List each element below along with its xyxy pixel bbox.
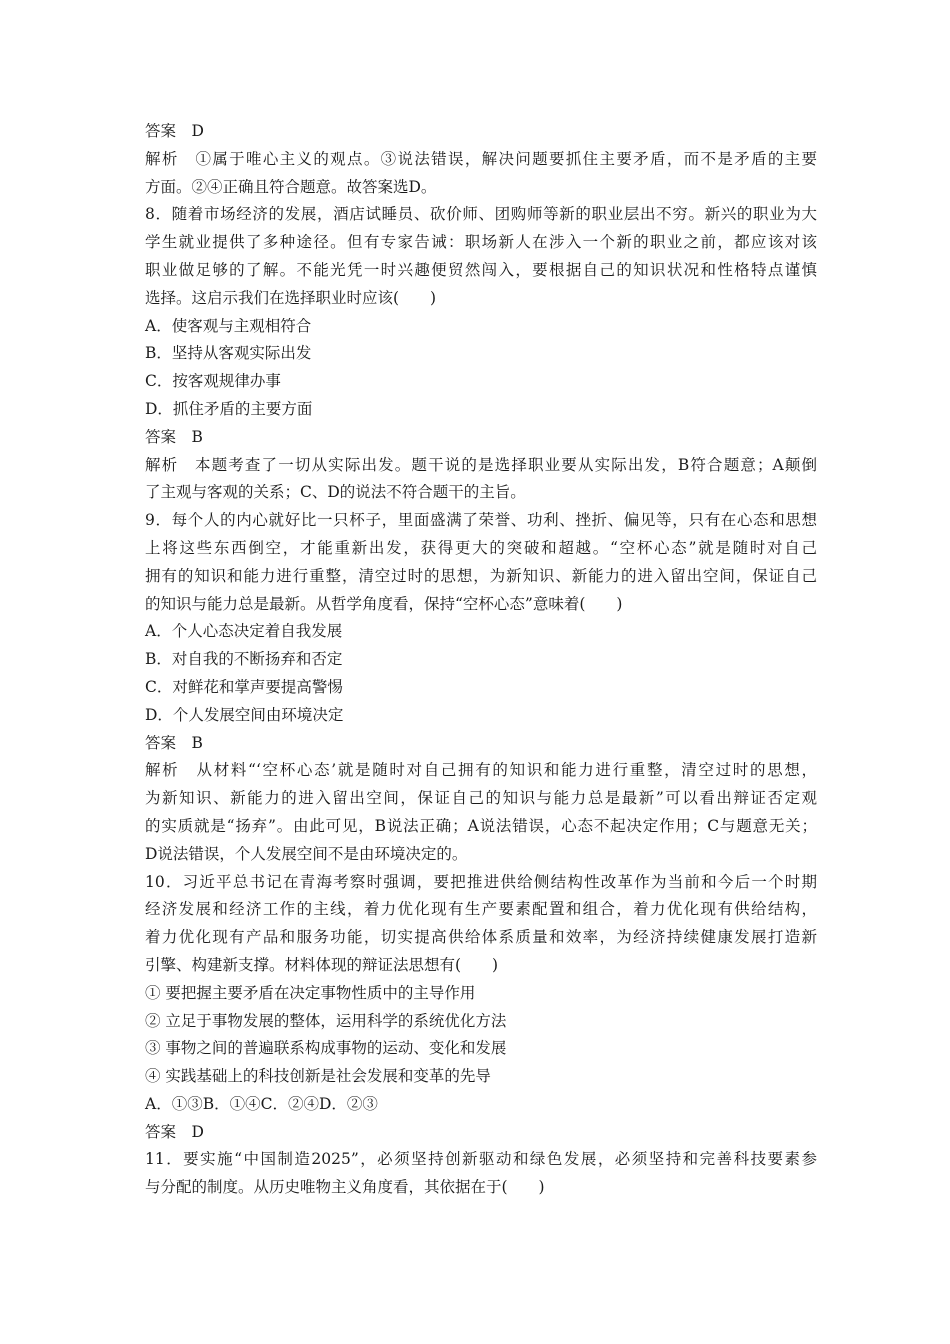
option-line: B．对自我的不断扬弃和否定 [145, 650, 343, 669]
statement-line: ② 立足于事物发展的整体，运用科学的系统优化方法 [145, 1011, 507, 1030]
question-10-line: 经济发展和经济工作的主线，着力优化现有生产要素配置和组合，着力优化现有供给结构， [145, 900, 817, 919]
analysis-line: 解析 从材料“‘空杯心态’就是随时对自己拥有的知识和能力进行重整，清空过时的思想， [145, 761, 817, 780]
question-11-line: 与分配的制度。从历史唯物主义角度看，其依据在于( ) [145, 1178, 545, 1197]
analysis-line: 的实质就是“扬弃”。由此可见，B说法正确；A说法错误，心态不起决定作用；C与题意无关； [145, 816, 817, 835]
statement-line: ① 要把握主要矛盾在决定事物性质中的主导作用 [145, 983, 476, 1002]
option-line: C．按客观规律办事 [145, 372, 281, 391]
question-10-line: 引擎、构建新支撑。材料体现的辩证法思想有( ) [145, 955, 499, 974]
analysis-line: 解析 本题考查了一切从实际出发。题干说的是选择职业要从实际出发，B符合题意；A颠倒 [145, 455, 817, 474]
answer-line: 答案 D [145, 122, 204, 140]
answer-line: 答案 D [145, 1122, 204, 1141]
analysis-line: 解析 ①属于唯心主义的观点。③说法错误，解决问题要抓住主要矛盾，而不是矛盾的主要 [145, 149, 817, 168]
question-9-line: 拥有的知识和能力进行重整，清空过时的思想，为新知识、新能力的进入留出空间，保证自己 [145, 566, 817, 585]
statement-line: ③ 事物之间的普遍联系构成事物的运动、变化和发展 [145, 1039, 507, 1058]
option-line: D．抓住矛盾的主要方面 [145, 399, 313, 418]
option-line: C．对鲜花和掌声要提高警惕 [145, 677, 343, 696]
option-line: A．个人心态决定着自我发展 [145, 622, 343, 641]
question-9-line: 的知识与能力总是最新。从哲学角度看，保持“空杯心态”意味着( ) [145, 594, 623, 613]
analysis-line: 方面。②④正确且符合题意。故答案选D。 [145, 177, 437, 196]
answer-line: 答案 B [145, 733, 203, 752]
question-9-line: 上将这些东西倒空，才能重新出发，获得更大的突破和超越。“空杯心态”就是随时对自己 [145, 538, 817, 557]
analysis-line: D说法错误，个人发展空间不是由环境决定的。 [145, 844, 468, 863]
option-line: A．①③B．①④C．②④D．②③ [145, 1094, 378, 1113]
analysis-line: 了主观与客观的关系；C、D的说法不符合题干的主旨。 [145, 483, 526, 502]
option-line: D．个人发展空间由环境决定 [145, 705, 344, 724]
question-11-line: 11．要实施“中国制造2025”，必须坚持创新驱动和绿色发展，必须坚持和完善科技要素参 [145, 1150, 817, 1169]
analysis-line: 为新知识、新能力的进入留出空间，保证自己的知识与能力总是最新”可以看出辩证否定观 [145, 789, 817, 808]
document-page [145, 118, 817, 1202]
answer-line: 答案 B [145, 427, 203, 446]
question-8-line: 职业做足够的了解。不能光凭一时兴趣便贸然闯入，要根据自己的知识状况和性格特点谨慎 [145, 260, 817, 279]
question-9-line: 9．每个人的内心就好比一只杯子，里面盛满了荣誉、功利、挫折、偏见等，只有在心态和思想 [145, 511, 817, 530]
statement-line: ④ 实践基础上的科技创新是社会发展和变革的先导 [145, 1067, 491, 1086]
question-10-line: 着力优化现有产品和服务功能，切实提高供给体系质量和效率，为经济持续健康发展打造新 [145, 928, 817, 947]
question-10-line: 10．习近平总书记在青海考察时强调，要把推进供给侧结构性改革作为当前和今后一个时期 [145, 872, 817, 891]
question-8-line: 选择。这启示我们在选择职业时应该( ) [145, 288, 437, 307]
option-line: A．使客观与主观相符合 [145, 316, 312, 335]
question-8-line: 学生就业提供了多种途径。但有专家告诫：职场新人在涉入一个新的职业之前，都应该对该 [145, 233, 817, 252]
question-8-line: 8．随着市场经济的发展，酒店试睡员、砍价师、团购师等新的职业层出不穷。新兴的职业为大 [145, 205, 817, 224]
option-line: B．坚持从客观实际出发 [145, 344, 312, 363]
